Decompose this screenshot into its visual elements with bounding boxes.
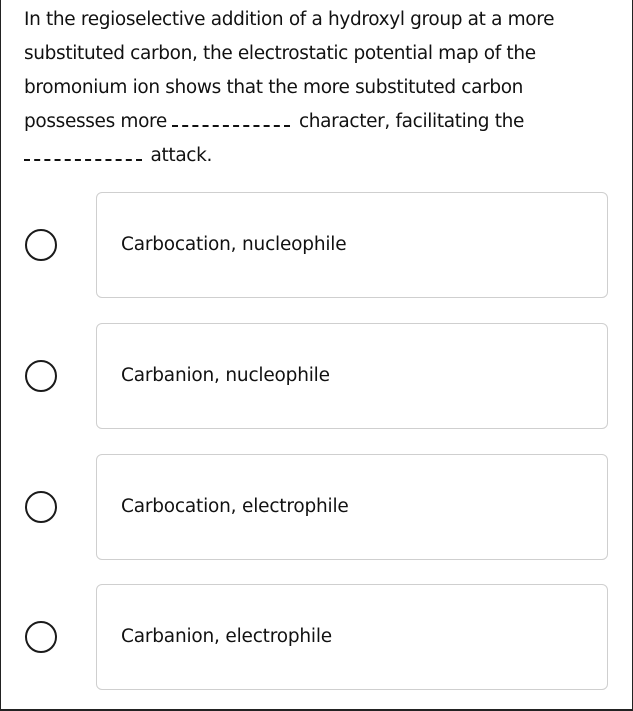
option-2-label: Carbanion, nucleophile — [121, 365, 330, 386]
option-row-2 — [1, 323, 633, 429]
option-2-card[interactable] — [96, 323, 608, 429]
option-3-label: Carbocation, electrophile — [121, 496, 349, 517]
question-text — [24, 3, 614, 173]
option-4-card[interactable] — [96, 584, 608, 690]
question-part-2: character, facilitating the — [298, 111, 525, 132]
option-4-radio[interactable] — [25, 621, 57, 653]
option-4-label: Carbanion, electrophile — [121, 626, 332, 647]
answer-blank-1 — [172, 125, 290, 127]
answer-blank-2 — [24, 159, 142, 161]
option-1-radio[interactable] — [25, 229, 57, 261]
question-part-1: In the regioselective addition of a hydroxyl group at a more substituted carbon, the electrostatic potential map of the bromonium ion shows that the more substituted carbon possesses more — [24, 9, 555, 132]
option-3-radio[interactable] — [25, 491, 57, 523]
question-part-3: attack. — [150, 145, 213, 166]
option-row-4 — [1, 584, 633, 690]
option-2-radio[interactable] — [25, 360, 57, 392]
option-1-card[interactable] — [96, 192, 608, 298]
option-row-3 — [1, 454, 633, 560]
option-1-label: Carbocation, nucleophile — [121, 234, 347, 255]
option-row-1 — [1, 192, 633, 298]
option-3-card[interactable] — [96, 454, 608, 560]
